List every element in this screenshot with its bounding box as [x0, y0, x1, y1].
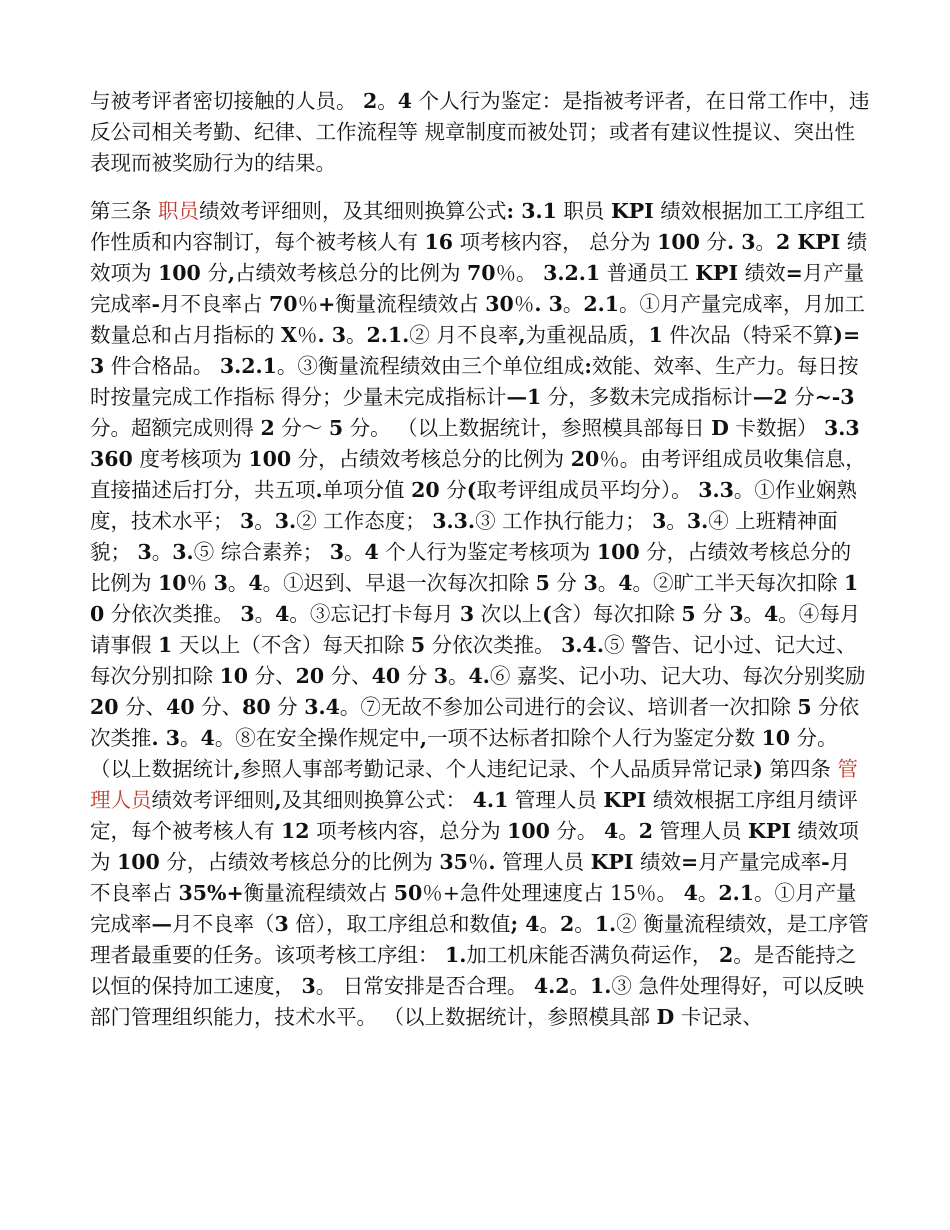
- text-segment: 。: [574, 912, 595, 936]
- text-segment: D: [656, 1005, 675, 1029]
- text-segment: 绩效项为: [90, 230, 868, 285]
- text-segment: 。: [254, 509, 275, 533]
- text-segment: 3.: [686, 509, 709, 533]
- text-segment: 次以上: [474, 602, 543, 626]
- text-segment: 4: [763, 602, 779, 626]
- text-segment: 3.2.1: [219, 354, 277, 378]
- text-segment: 4.: [468, 664, 490, 688]
- text-segment: 4: [603, 819, 619, 843]
- text-segment: 。: [345, 323, 367, 347]
- text-segment: 项考核内容， 总分为: [453, 230, 658, 254]
- text-segment: ; 4: [510, 912, 540, 936]
- text-segment: KPI: [695, 261, 739, 285]
- text-segment: 月产量完成率: [698, 850, 822, 874]
- text-segment: ％: [467, 850, 489, 874]
- text-segment: 含）每次扣除: [551, 602, 682, 626]
- text-segment: 20: [90, 695, 119, 719]
- text-segment: 分，占绩效考核总分的比例为: [159, 850, 440, 874]
- text-segment: 。: [666, 509, 687, 533]
- text-segment: ％: [186, 571, 214, 595]
- text-segment: 。: [448, 664, 469, 688]
- paragraph-personal-behavior: [90, 86, 870, 179]
- text-segment: 。: [569, 974, 591, 998]
- text-segment: 30: [485, 292, 514, 316]
- text-segment: 绩效: [738, 261, 786, 285]
- text-segment: ,: [233, 757, 241, 781]
- text-segment: :: [584, 354, 592, 378]
- text-segment: 。 日常安排是否合理。: [315, 974, 534, 998]
- text-segment: 件合格品。: [104, 354, 220, 378]
- text-segment: . 3: [151, 726, 181, 750]
- text-segment: 2: [560, 912, 575, 936]
- text-segment: 70: [269, 292, 298, 316]
- text-segment: 4: [248, 571, 263, 595]
- text-segment: 。: [227, 571, 249, 595]
- text-segment: 80: [242, 695, 271, 719]
- text-segment: 4: [275, 602, 290, 626]
- text-segment: 分: [695, 602, 730, 626]
- text-segment: 倍），取工序组总和数值: [288, 912, 511, 936]
- text-segment: 绩效根据加工工序组工作性质和内容制订，每个被考核人有: [90, 199, 866, 254]
- text-segment: 。③忘记打卡每月: [289, 602, 460, 626]
- text-segment: 。⑧在安全操作规定中: [214, 726, 420, 750]
- text-segment: ％。由考评组成员收集信息，直接描述后打分，共五项: [90, 447, 866, 502]
- text-segment: 3: [729, 602, 744, 626]
- text-segment: ③ 工作执行能力；: [475, 509, 653, 533]
- text-segment: 月产量完成率: [90, 261, 865, 316]
- text-segment: 3.4.: [561, 633, 604, 657]
- text-segment: 。: [562, 292, 584, 316]
- text-segment: ,: [419, 726, 427, 750]
- text-segment: 月不良率占: [160, 292, 270, 316]
- text-segment: .: [315, 478, 323, 502]
- text-segment: ⑤ 综合素养；: [193, 540, 330, 564]
- text-segment: 3: [301, 974, 316, 998]
- text-segment: 分: [699, 230, 727, 254]
- text-segment: 40: [371, 664, 401, 688]
- text-segment: 20: [411, 478, 440, 502]
- text-segment: 分: [200, 261, 228, 285]
- text-segment: 1.: [445, 943, 467, 967]
- text-segment: -: [151, 292, 161, 316]
- text-segment: 卡记录、: [674, 1005, 763, 1029]
- text-segment: 40: [166, 695, 195, 719]
- text-segment: 4.1: [472, 788, 509, 812]
- text-segment: 1.: [594, 912, 617, 936]
- text-segment: —: [151, 912, 172, 936]
- text-segment: 单项分值: [322, 478, 412, 502]
- text-segment: 3.: [274, 509, 297, 533]
- text-segment: —1: [506, 385, 542, 409]
- text-segment: 。①月产量完成率: [90, 881, 857, 936]
- text-segment: ％: [297, 292, 319, 316]
- text-segment: 衡量流程绩效占: [335, 292, 486, 316]
- text-segment: 。①迟到、早退一次每次扣除: [262, 571, 536, 595]
- text-segment: -: [821, 850, 830, 874]
- text-segment: 个人行为鉴定考核项为: [378, 540, 597, 564]
- text-segment: 及其细则换算公式：: [281, 788, 473, 812]
- text-segment: D: [711, 416, 729, 440]
- text-segment: 4: [397, 89, 413, 113]
- text-segment: 10: [761, 726, 790, 750]
- text-segment: 4: [200, 726, 215, 750]
- text-segment: 3.4: [304, 695, 340, 719]
- text-segment: 10: [219, 664, 249, 688]
- text-segment: (: [542, 602, 552, 626]
- text-segment: 3: [433, 664, 448, 688]
- text-segment: 管理人员: [652, 819, 749, 843]
- text-segment: 分。 （以上数据统计: [90, 726, 838, 781]
- text-segment: 。②旷工半天每次扣除: [632, 571, 845, 595]
- text-segment: 天以上（不含）每天扣除: [172, 633, 411, 657]
- text-segment: ％。: [495, 261, 544, 285]
- text-segment: 个人行为鉴定：是指被考评者，在日常工作中，违反公司相关考勤、纪律、工作流程等 规章制度而被处罚；或者有建议性提议、突出性表现而被奖励行为的结果。: [90, 89, 870, 175]
- text-segment: 4: [364, 540, 379, 564]
- text-segment: =: [680, 850, 699, 874]
- text-segment: 3: [652, 509, 667, 533]
- text-segment: 。: [254, 602, 276, 626]
- text-segment: 分、: [324, 664, 372, 688]
- text-segment: 。: [697, 881, 719, 905]
- text-segment: 效能、效率、生产力。每日按时按量完成工作指标 得分；少量未完成指标计: [90, 354, 859, 409]
- text-segment: 分依次类推: [90, 695, 860, 750]
- text-segment: 5: [328, 416, 344, 440]
- text-segment: 管理人员: [508, 788, 604, 812]
- text-segment: 。: [377, 89, 398, 113]
- text-segment: 2.1.: [366, 323, 410, 347]
- text-segment: 2.1: [583, 292, 620, 316]
- text-segment: 5: [681, 602, 696, 626]
- text-segment: 3: [329, 540, 345, 564]
- text-segment: 12: [281, 819, 310, 843]
- text-segment: =: [785, 261, 803, 285]
- text-segment: 3: [240, 602, 255, 626]
- text-segment: 月不良率占: [90, 850, 851, 905]
- text-segment: 分，占绩效考核总分的比例为: [291, 447, 571, 471]
- text-segment: ,: [518, 323, 526, 347]
- text-segment: 为重视品质，: [525, 323, 649, 347]
- text-segment: 3.3: [698, 478, 734, 502]
- text-segment: : 3.1: [506, 199, 557, 223]
- text-segment: 管理人员: [495, 850, 591, 874]
- text-segment: 普通员工: [600, 261, 696, 285]
- text-segment: 。: [597, 571, 619, 595]
- text-segment: 。: [618, 819, 639, 843]
- text-segment: 项考核内容，总分为: [309, 819, 508, 843]
- text-segment: 取考评组成员平均分）。: [476, 478, 699, 502]
- text-segment: 5: [410, 633, 426, 657]
- text-segment: 3: [459, 602, 475, 626]
- text-segment: 。①月产量完成率，月加工数量总和占月指标的: [90, 292, 866, 347]
- text-segment: )=3: [90, 323, 861, 378]
- text-segment: 10: [158, 571, 187, 595]
- text-segment: 分、: [194, 695, 243, 719]
- text-segment: 100: [507, 819, 550, 843]
- text-segment: 3: [240, 509, 255, 533]
- text-segment: 。①作业娴熟度，技术水平；: [90, 478, 857, 533]
- text-segment: 绩效考评细则: [151, 788, 275, 812]
- text-segment: 。③衡量流程绩效由三个单位组成: [276, 354, 585, 378]
- text-segment: 分。: [549, 819, 604, 843]
- text-segment: KPI: [590, 850, 634, 874]
- text-segment: 100: [657, 230, 700, 254]
- text-segment: ② 衡量流程绩效，是工序管理者最重要的任务。该项考核工序组：: [90, 912, 869, 967]
- text-segment: 20: [570, 447, 600, 471]
- text-segment: 衡量流程绩效占: [243, 881, 394, 905]
- text-segment: 3.2.1: [543, 261, 601, 285]
- text-segment: 。: [344, 540, 365, 564]
- text-segment: 100: [158, 261, 201, 285]
- text-segment: 。④每月请事假: [90, 602, 861, 657]
- text-segment: 分，占绩效考核总分的比例为: [90, 540, 852, 595]
- text-segment: 2: [363, 89, 378, 113]
- text-segment: 。: [755, 230, 776, 254]
- text-segment: 2: [638, 819, 653, 843]
- text-segment: 。: [151, 540, 173, 564]
- text-segment: 分。超额完成则得: [90, 416, 261, 440]
- text-segment: 分。 （以上数据统计，参照模具部每日: [343, 416, 712, 440]
- text-segment: . 3: [317, 323, 346, 347]
- text-segment: 与被考评者密切接触的人员。: [90, 89, 364, 113]
- text-segment: .: [488, 850, 496, 874]
- text-segment: X: [281, 323, 297, 347]
- text-segment: ,: [274, 788, 282, 812]
- text-segment: 卡数据）: [728, 416, 824, 440]
- text-segment: 35%+: [178, 881, 244, 905]
- text-segment: 3: [583, 571, 598, 595]
- text-segment: ,: [227, 261, 235, 285]
- text-segment: 分: [400, 664, 434, 688]
- text-segment: 加工机床能否满负荷运作，: [466, 943, 719, 967]
- text-segment: 1: [648, 323, 663, 347]
- text-segment: 绩效: [633, 850, 681, 874]
- text-segment: ％: [513, 292, 535, 316]
- text-segment: 2: [718, 943, 734, 967]
- text-segment: 2 KPI: [775, 230, 841, 254]
- text-segment: ④ 上班精神面貌；: [90, 509, 838, 564]
- text-segment: 第四条: [762, 757, 838, 781]
- text-segment: 分依次类推。: [104, 602, 241, 626]
- text-segment: 参照人事部考勤记录、个人违纪记录、个人品质异常记录: [240, 757, 754, 781]
- text-segment: 分: [439, 478, 467, 502]
- text-segment: ⑥ 嘉奖、记小功、记大功、每次分别奖励: [489, 664, 866, 688]
- text-segment: 分、: [248, 664, 296, 688]
- text-segment: 100: [117, 850, 160, 874]
- text-segment: 3.3.: [432, 509, 476, 533]
- text-segment: 分～: [274, 416, 329, 440]
- text-segment: ③ 急件处理得好，可以反映部门管理组织能力，技术水平。 （以上数据统计，参照模具部: [90, 974, 864, 1029]
- text-segment: 分，多数未完成指标计: [541, 385, 753, 409]
- text-segment: 分: [270, 695, 305, 719]
- text-segment: ⑤ 警告、记小过、记大过、每次分别扣除: [90, 633, 857, 688]
- text-segment: 分、: [118, 695, 167, 719]
- text-segment: 一项不达标者扣除个人行为鉴定分数: [426, 726, 762, 750]
- text-segment: 100: [596, 540, 640, 564]
- text-segment: 月不良率（: [172, 912, 275, 936]
- text-segment: 10: [90, 571, 859, 626]
- text-segment: 分: [549, 571, 584, 595]
- text-segment: —2: [752, 385, 788, 409]
- text-segment: 1.: [590, 974, 612, 998]
- text-segment: 件次品（特采不算: [662, 323, 834, 347]
- text-segment: ): [753, 757, 763, 781]
- text-segment: . 3: [534, 292, 563, 316]
- text-segment: ② 工作态度；: [296, 509, 433, 533]
- text-segment: 职员: [556, 199, 611, 223]
- paragraph-assessment-rules: [90, 196, 870, 1033]
- text-segment: 第三条: [90, 199, 159, 223]
- text-segment: 4: [618, 571, 633, 595]
- text-segment: 1: [158, 633, 173, 657]
- text-segment: 5: [797, 695, 812, 719]
- text-segment: 3.3 360: [90, 416, 860, 471]
- text-segment: . 3: [726, 230, 756, 254]
- text-segment: ~-3: [814, 385, 855, 409]
- text-segment: KPI: [610, 199, 654, 223]
- text-segment: 职员: [158, 199, 200, 223]
- text-segment: 。: [743, 602, 764, 626]
- text-segment: 50: [393, 881, 423, 905]
- text-segment: 100: [248, 447, 292, 471]
- text-segment: 管理人员: [90, 757, 858, 812]
- text-segment: 绩效根据工序组月绩评定，每个被考核人有: [90, 788, 858, 843]
- text-segment: 3.: [172, 540, 194, 564]
- text-segment: 20: [295, 664, 325, 688]
- text-segment: ② 月不良率: [409, 323, 519, 347]
- text-segment: 度考核项为: [132, 447, 249, 471]
- text-segment: 绩效项为: [90, 819, 859, 874]
- text-segment: ％+急件处理速度占 15％。: [422, 881, 684, 905]
- text-segment: 。⑦无故不参加公司进行的会议、培训者一次扣除: [339, 695, 798, 719]
- text-segment: 。: [539, 912, 561, 936]
- text-segment: 。: [180, 726, 201, 750]
- text-segment: 占绩效考核总分的比例为: [235, 261, 468, 285]
- text-segment: 3: [137, 540, 152, 564]
- text-segment: ％: [296, 323, 318, 347]
- text-segment: 16: [424, 230, 454, 254]
- text-segment: KPI: [603, 788, 647, 812]
- text-segment: 4.2: [533, 974, 570, 998]
- text-segment: 4: [683, 881, 698, 905]
- text-segment: 。是否能持之以恒的保持加工速度，: [90, 943, 857, 998]
- text-segment: 2.1: [718, 881, 755, 905]
- text-segment: 3: [274, 912, 289, 936]
- text-segment: 35: [439, 850, 468, 874]
- text-segment: 2: [260, 416, 275, 440]
- text-segment: 5: [535, 571, 550, 595]
- text-segment: +: [318, 292, 336, 316]
- text-segment: 绩效考评细则，及其细则换算公式: [199, 199, 507, 223]
- text-segment: 70: [467, 261, 496, 285]
- text-segment: 分: [787, 385, 815, 409]
- text-segment: (: [466, 478, 477, 502]
- text-segment: 分依次类推。: [425, 633, 562, 657]
- text-segment: 3: [213, 571, 228, 595]
- text-segment: KPI: [748, 819, 791, 843]
